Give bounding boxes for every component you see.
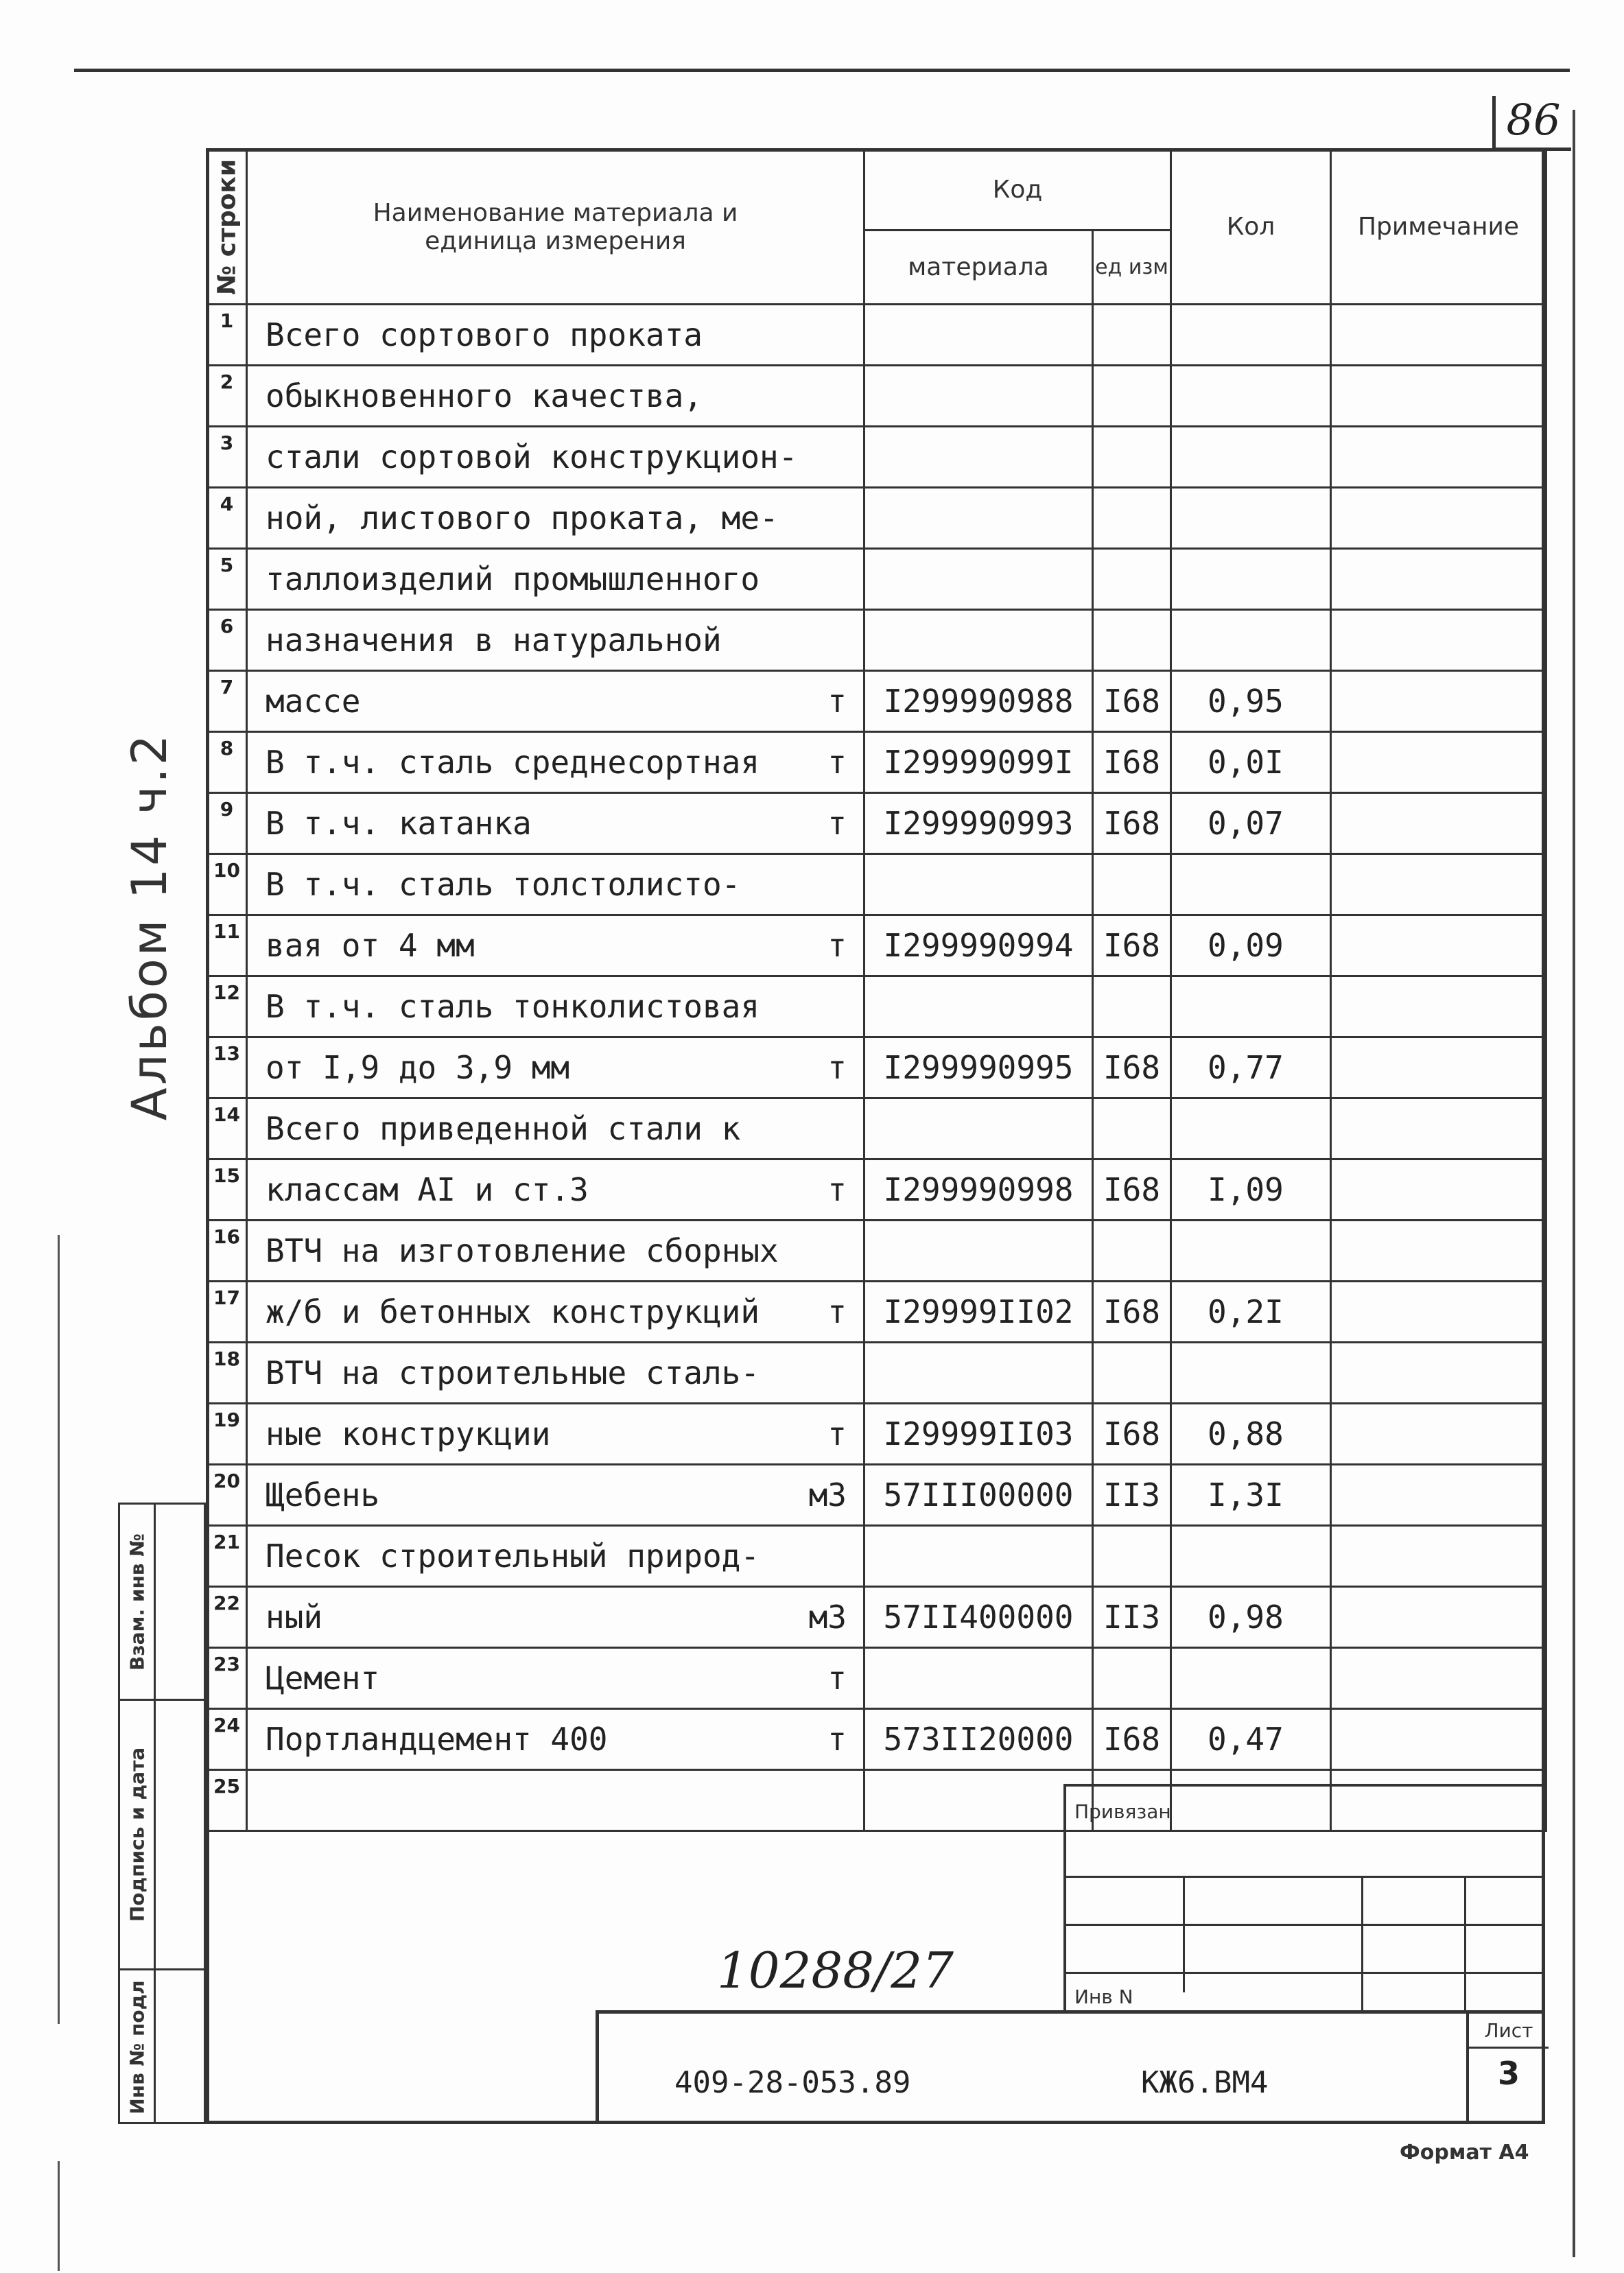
row-line-number: 3	[207, 427, 247, 488]
header-code-material: материала	[864, 231, 1093, 305]
row-line-number: 13	[207, 1037, 247, 1098]
row-material-name-text: Всего сортового проката	[266, 316, 703, 353]
top-border-line	[74, 69, 1570, 72]
bound-divider-1	[1183, 1876, 1185, 1992]
row-unit-code	[1093, 549, 1171, 610]
row-line-number: 12	[207, 976, 247, 1037]
title-block	[596, 2010, 1545, 2124]
row-material-code	[864, 854, 1093, 915]
row-material-name	[247, 1648, 864, 1709]
row-unit-code	[1093, 854, 1171, 915]
row-note	[1331, 976, 1546, 1037]
row-unit-code	[1093, 1098, 1171, 1159]
row-material-name	[247, 1282, 864, 1343]
row-material-code	[864, 1526, 1093, 1587]
row-material-name-text: ные конструкции	[266, 1415, 551, 1452]
row-material-code	[864, 305, 1093, 366]
row-quantity	[1171, 1221, 1331, 1282]
row-unit-code	[1093, 1648, 1171, 1709]
row-unit: т	[827, 1171, 847, 1208]
row-material-name	[247, 1037, 864, 1098]
row-note	[1331, 671, 1546, 732]
row-quantity: 0,0I	[1171, 732, 1331, 793]
row-unit-code	[1093, 1343, 1171, 1404]
header-code-unit: ед изм	[1093, 231, 1171, 305]
inv-label: Инв N	[1074, 1986, 1133, 2008]
table-row	[207, 1098, 1546, 1159]
row-note	[1331, 1221, 1546, 1282]
handwritten-number: 10288/27	[717, 1942, 954, 1999]
table-row	[207, 305, 1546, 366]
stamp-inv-podl-label: Инв № подл	[126, 1980, 148, 2115]
row-line-number: 17	[207, 1282, 247, 1343]
bound-divider-2	[1361, 1876, 1363, 2013]
row-note	[1331, 1098, 1546, 1159]
row-material-name	[247, 976, 864, 1037]
row-material-name-text: таллоизделий промышленного	[266, 561, 760, 598]
row-material-name	[247, 1526, 864, 1587]
row-note	[1331, 793, 1546, 854]
table-row	[207, 1465, 1546, 1526]
row-material-code: 57III00000	[864, 1465, 1093, 1526]
sheet-box	[1466, 2014, 1549, 2124]
row-unit-code	[1093, 305, 1171, 366]
row-material-code	[864, 488, 1093, 549]
row-unit-code	[1093, 1221, 1171, 1282]
row-line-number: 4	[207, 488, 247, 549]
bound-divider-3	[1464, 1876, 1466, 2013]
table-row	[207, 549, 1546, 610]
header-line-no: № строки	[207, 150, 247, 305]
row-material-name-text: вая от 4 мм	[266, 927, 475, 964]
row-line-number: 11	[207, 915, 247, 976]
row-unit-code	[1093, 427, 1171, 488]
doc-mark: КЖ6.ВМ4	[1141, 2065, 1269, 2100]
row-material-name-text: Песок строительный природ-	[266, 1538, 760, 1575]
row-unit-code: I68	[1093, 1282, 1171, 1343]
row-material-name	[247, 610, 864, 671]
row-quantity: 0,09	[1171, 915, 1331, 976]
row-material-name-text: ный	[266, 1599, 323, 1636]
row-material-name	[247, 1709, 864, 1770]
row-quantity	[1171, 549, 1331, 610]
row-unit-code: I68	[1093, 1709, 1171, 1770]
table-row	[207, 1648, 1546, 1709]
row-material-code: I29999II03	[864, 1404, 1093, 1465]
row-material-name-text: массе	[266, 683, 361, 720]
row-material-name-text: стали сортовой конструкцион-	[266, 438, 798, 475]
row-unit-code: II3	[1093, 1587, 1171, 1648]
row-note	[1331, 1404, 1546, 1465]
row-unit-code: I68	[1093, 793, 1171, 854]
sheet-label: Лист	[1469, 2019, 1549, 2049]
row-line-number: 25	[207, 1770, 247, 1831]
table-row	[207, 1709, 1546, 1770]
row-material-name-text: Всего приведенной стали к	[266, 1110, 741, 1147]
header-qty: Кол	[1171, 150, 1331, 305]
row-note	[1331, 427, 1546, 488]
row-quantity: 0,98	[1171, 1587, 1331, 1648]
bound-rule-3	[1066, 1972, 1545, 1974]
table-row	[207, 915, 1546, 976]
row-quantity: 0,88	[1171, 1404, 1331, 1465]
table-row	[207, 793, 1546, 854]
row-material-name-text: ной, листового проката, ме-	[266, 499, 779, 537]
row-line-number: 2	[207, 366, 247, 427]
row-note	[1331, 366, 1546, 427]
header-note: Примечание	[1331, 150, 1546, 305]
row-quantity: I,09	[1171, 1159, 1331, 1221]
row-quantity	[1171, 1343, 1331, 1404]
row-material-code	[864, 610, 1093, 671]
row-unit-code: I68	[1093, 732, 1171, 793]
row-note	[1331, 1648, 1546, 1709]
row-note	[1331, 610, 1546, 671]
row-quantity	[1171, 1098, 1331, 1159]
row-unit-code: I68	[1093, 671, 1171, 732]
row-unit: т	[827, 1415, 847, 1452]
row-material-name	[247, 854, 864, 915]
row-material-name-text: В т.ч. сталь толстолисто-	[266, 866, 741, 903]
row-material-name	[247, 488, 864, 549]
row-material-code	[864, 976, 1093, 1037]
row-material-name-text: В т.ч. сталь среднесортная	[266, 744, 760, 781]
row-material-name	[247, 305, 864, 366]
row-quantity	[1171, 976, 1331, 1037]
row-material-name	[247, 1465, 864, 1526]
table-row	[207, 1037, 1546, 1098]
row-unit: т	[827, 1721, 847, 1758]
stamp-signature-date-label: Подпись и дата	[126, 1747, 148, 1922]
table-row	[207, 854, 1546, 915]
table-row	[207, 1343, 1546, 1404]
row-quantity	[1171, 1648, 1331, 1709]
row-material-name	[247, 671, 864, 732]
row-unit: м3	[808, 1599, 847, 1636]
row-unit-code: I68	[1093, 915, 1171, 976]
row-note	[1331, 305, 1546, 366]
row-unit-code	[1093, 366, 1171, 427]
row-material-code: 573II20000	[864, 1709, 1093, 1770]
table-row	[207, 671, 1546, 732]
row-material-code: I29999099I	[864, 732, 1093, 793]
row-material-name	[247, 793, 864, 854]
doc-code: 409-28-053.89	[674, 2065, 911, 2100]
table-row	[207, 610, 1546, 671]
row-note	[1331, 1709, 1546, 1770]
stamp-signature-date	[120, 1699, 204, 1968]
row-line-number: 18	[207, 1343, 247, 1404]
row-material-name-text: Портландцемент 400	[266, 1721, 608, 1758]
row-material-name-text: ВТЧ на изготовление сборных	[266, 1232, 779, 1269]
row-quantity	[1171, 427, 1331, 488]
table-row	[207, 1159, 1546, 1221]
bound-block	[1063, 1784, 1545, 2010]
row-note	[1331, 1343, 1546, 1404]
album-note	[102, 707, 198, 1146]
row-unit: т	[827, 1660, 847, 1697]
table-row	[207, 1526, 1546, 1587]
row-material-code: I299990995	[864, 1037, 1093, 1098]
format-label: Формат А4	[1400, 2141, 1529, 2165]
row-line-number: 1	[207, 305, 247, 366]
row-material-code: I299990993	[864, 793, 1093, 854]
row-quantity: 0,2I	[1171, 1282, 1331, 1343]
row-material-code	[864, 1770, 1093, 1831]
row-line-number: 6	[207, 610, 247, 671]
row-unit: т	[827, 927, 847, 964]
row-unit: т	[827, 1049, 847, 1086]
row-material-code	[864, 1648, 1093, 1709]
row-note	[1331, 549, 1546, 610]
table-row	[207, 366, 1546, 427]
row-material-code: I299990994	[864, 915, 1093, 976]
row-unit-code	[1093, 488, 1171, 549]
row-material-name	[247, 915, 864, 976]
row-material-name-text: ж/б и бетонных конструкций	[266, 1293, 760, 1330]
stamp-strip	[118, 1503, 206, 2124]
row-material-name-text: Цемент	[266, 1660, 380, 1697]
row-note	[1331, 1526, 1546, 1587]
row-line-number: 14	[207, 1098, 247, 1159]
row-note	[1331, 1465, 1546, 1526]
row-line-number: 20	[207, 1465, 247, 1526]
row-material-name-text: В т.ч. катанка	[266, 805, 532, 842]
row-line-number: 16	[207, 1221, 247, 1282]
row-material-name	[247, 1221, 864, 1282]
row-unit-code	[1093, 610, 1171, 671]
row-material-code	[864, 1343, 1093, 1404]
row-line-number: 19	[207, 1404, 247, 1465]
row-material-name	[247, 1098, 864, 1159]
row-material-code	[864, 427, 1093, 488]
row-quantity	[1171, 854, 1331, 915]
sheet-value: 3	[1497, 2055, 1520, 2092]
header-code-group: Код	[864, 150, 1171, 231]
row-material-name	[247, 549, 864, 610]
table-row	[207, 488, 1546, 549]
row-unit: т	[827, 1293, 847, 1330]
bound-rule-1	[1066, 1876, 1545, 1878]
row-unit-code: I68	[1093, 1159, 1171, 1221]
row-line-number: 9	[207, 793, 247, 854]
row-material-name	[247, 427, 864, 488]
row-unit: т	[827, 805, 847, 842]
row-unit-code: II3	[1093, 1465, 1171, 1526]
materials-table	[206, 148, 1547, 1832]
bound-rule-2	[1066, 1924, 1545, 1926]
table-row	[207, 1221, 1546, 1282]
row-material-name-text: классам АI и ст.3	[266, 1171, 589, 1208]
row-line-number: 24	[207, 1709, 247, 1770]
row-material-code: I29999II02	[864, 1282, 1093, 1343]
row-material-code: 57II400000	[864, 1587, 1093, 1648]
row-quantity	[1171, 366, 1331, 427]
row-material-name-text: назначения в натуральной	[266, 622, 722, 659]
row-line-number: 8	[207, 732, 247, 793]
row-material-name-text: Щебень	[266, 1476, 380, 1514]
left-margin-line	[58, 1235, 60, 2024]
row-unit: т	[827, 683, 847, 720]
row-material-name	[247, 1770, 864, 1831]
row-note	[1331, 1159, 1546, 1221]
row-quantity	[1171, 1526, 1331, 1587]
row-quantity: 0,77	[1171, 1037, 1331, 1098]
table-row	[207, 1587, 1546, 1648]
row-unit-code	[1093, 1526, 1171, 1587]
table-row	[207, 427, 1546, 488]
row-note	[1331, 1037, 1546, 1098]
table-row	[207, 732, 1546, 793]
right-border-line	[1573, 110, 1575, 2257]
row-material-name	[247, 1343, 864, 1404]
row-material-code: I299990988	[864, 671, 1093, 732]
row-line-number: 22	[207, 1587, 247, 1648]
sheet-number-handwritten: 86	[1492, 96, 1571, 151]
table-row	[207, 1282, 1546, 1343]
row-material-code	[864, 366, 1093, 427]
stamp-vzam-inv-label: Взам. инв №	[126, 1533, 148, 1671]
row-line-number: 23	[207, 1648, 247, 1709]
row-line-number: 7	[207, 671, 247, 732]
row-unit: т	[827, 744, 847, 781]
row-line-number: 10	[207, 854, 247, 915]
row-unit: м3	[808, 1476, 847, 1514]
row-unit-code: I68	[1093, 1037, 1171, 1098]
row-unit-code	[1093, 976, 1171, 1037]
row-material-code	[864, 1221, 1093, 1282]
row-material-code: I299990998	[864, 1159, 1093, 1221]
row-quantity	[1171, 488, 1331, 549]
row-material-name-text: В т.ч. сталь тонколистовая	[266, 988, 760, 1025]
row-note	[1331, 488, 1546, 549]
stamp-vzam-inv	[120, 1505, 204, 1699]
row-material-name-text: обыкновенного качества,	[266, 377, 703, 414]
row-unit-code: I68	[1093, 1404, 1171, 1465]
row-line-number: 5	[207, 549, 247, 610]
row-material-name	[247, 1404, 864, 1465]
row-quantity	[1171, 610, 1331, 671]
row-material-name	[247, 366, 864, 427]
stamp-inv-podl	[120, 1968, 204, 2124]
row-material-name	[247, 732, 864, 793]
row-quantity: 0,07	[1171, 793, 1331, 854]
album-note-text: Альбом 14 ч.2	[121, 731, 178, 1121]
row-note	[1331, 1587, 1546, 1648]
row-note	[1331, 732, 1546, 793]
table-row	[207, 1404, 1546, 1465]
header-name: Наименование материала и единица измерения	[247, 150, 864, 305]
row-line-number: 15	[207, 1159, 247, 1221]
row-quantity	[1171, 305, 1331, 366]
row-material-code	[864, 549, 1093, 610]
bound-label: Привязан	[1074, 1800, 1171, 1823]
row-material-code	[864, 1098, 1093, 1159]
row-note	[1331, 1282, 1546, 1343]
row-note	[1331, 915, 1546, 976]
table-row	[207, 976, 1546, 1037]
row-line-number: 21	[207, 1526, 247, 1587]
row-material-name	[247, 1587, 864, 1648]
row-material-name	[247, 1159, 864, 1221]
row-quantity: 0,95	[1171, 671, 1331, 732]
left-margin-line-lower	[58, 2161, 60, 2271]
row-quantity: 0,47	[1171, 1709, 1331, 1770]
row-note	[1331, 854, 1546, 915]
row-quantity: I,3I	[1171, 1465, 1331, 1526]
row-material-name-text: ВТЧ на строительные сталь-	[266, 1354, 760, 1391]
row-material-name-text: от I,9 до 3,9 мм	[266, 1049, 570, 1086]
